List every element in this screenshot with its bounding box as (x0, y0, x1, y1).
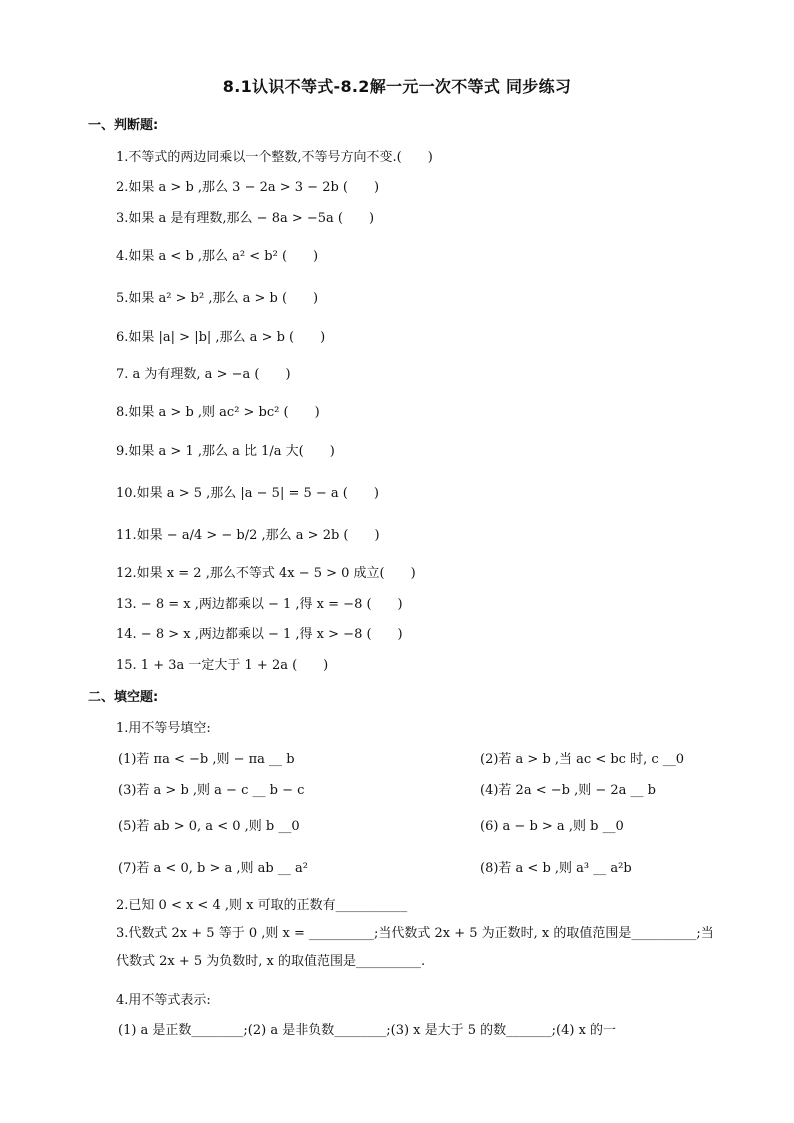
sub-question: (2)若 a > b ,当 ac < bc 时, c __0 (480, 752, 685, 767)
question-item: 8.如果 a > b ,则 ac² > bc² ( ) (116, 405, 320, 420)
question-item: (1) a 是正数________;(2) a 是非负数________;(3) x 是大于 5 的数_______;(4) x 的一 (118, 1023, 617, 1038)
question-item: 2.如果 a > b ,那么 3 − 2a > 3 − 2b ( ) (116, 180, 380, 195)
sub-question-row (118, 779, 656, 798)
question-item: 3.如果 a 是有理数,那么 − 8a > −5a ( ) (116, 211, 375, 226)
question-item: 7. a 为有理数, a > −a ( ) (116, 367, 291, 382)
section-heading-fill-blank: 二、填空题: (88, 690, 159, 705)
sub-question: (1)若 πa < −b ,则 − πa __ b (118, 752, 295, 767)
section-heading-judgement: 一、判断题: (88, 118, 159, 133)
question-item: 5.如果 a² > b² ,那么 a > b ( ) (116, 291, 319, 306)
sub-question: (5)若 ab > 0, a < 0 ,则 b __0 (118, 819, 300, 834)
question-item: 1.不等式的两边同乘以一个整数,不等号方向不变.( ) (116, 150, 433, 165)
question-item: 11.如果 − a/4 > − b/2 ,那么 a > 2b ( ) (116, 528, 380, 543)
question-item: 9.如果 a > 1 ,那么 a 比 1/a 大( ) (116, 444, 335, 459)
question-item: 6.如果 |a| > |b| ,那么 a > b ( ) (116, 330, 326, 345)
question-item: 10.如果 a > 5 ,那么 |a − 5| = 5 − a ( ) (116, 486, 379, 501)
question-item: 13. − 8 = x ,两边都乘以 − 1 ,得 x = −8 ( ) (116, 597, 403, 612)
question-item: 4.如果 a < b ,那么 a² < b² ( ) (116, 249, 319, 264)
question-item: 14. − 8 > x ,两边都乘以 − 1 ,得 x > −8 ( ) (116, 627, 403, 642)
sub-question: (4)若 2a < −b ,则 − 2a __ b (480, 783, 656, 798)
sub-question-row (118, 748, 685, 767)
sub-question-row (118, 815, 624, 834)
sub-question: (3)若 a > b ,则 a − c __ b − c (118, 783, 305, 798)
question-item: 1.用不等号填空: (116, 721, 211, 736)
question-item: 3.代数式 2x + 5 等于 0 ,则 x = __________;当代数式 2x + 5 为正数时, x 的取值范围是__________;当代数式 2x + 5 为负数时, x 的取值范围是__________. (116, 926, 714, 969)
question-item: 15. 1 + 3a 一定大于 1 + 2a ( ) (116, 658, 329, 673)
sub-question: (7)若 a < 0, b > a ,则 ab __ a² (118, 861, 308, 876)
sub-question-row (118, 857, 632, 876)
question-item: 4.用不等式表示: (116, 993, 211, 1008)
page-title: 8.1认识不等式-8.2解一元一次不等式 同步练习 (222, 77, 572, 96)
sub-question: (6) a − b > a ,则 b __0 (480, 819, 624, 834)
question-item: 12.如果 x = 2 ,那么不等式 4x − 5 > 0 成立( ) (116, 566, 416, 581)
question-item: 2.已知 0 < x < 4 ,则 x 可取的正数有___________ (116, 898, 408, 913)
sub-question: (8)若 a < b ,则 a³ __ a²b (480, 861, 632, 876)
